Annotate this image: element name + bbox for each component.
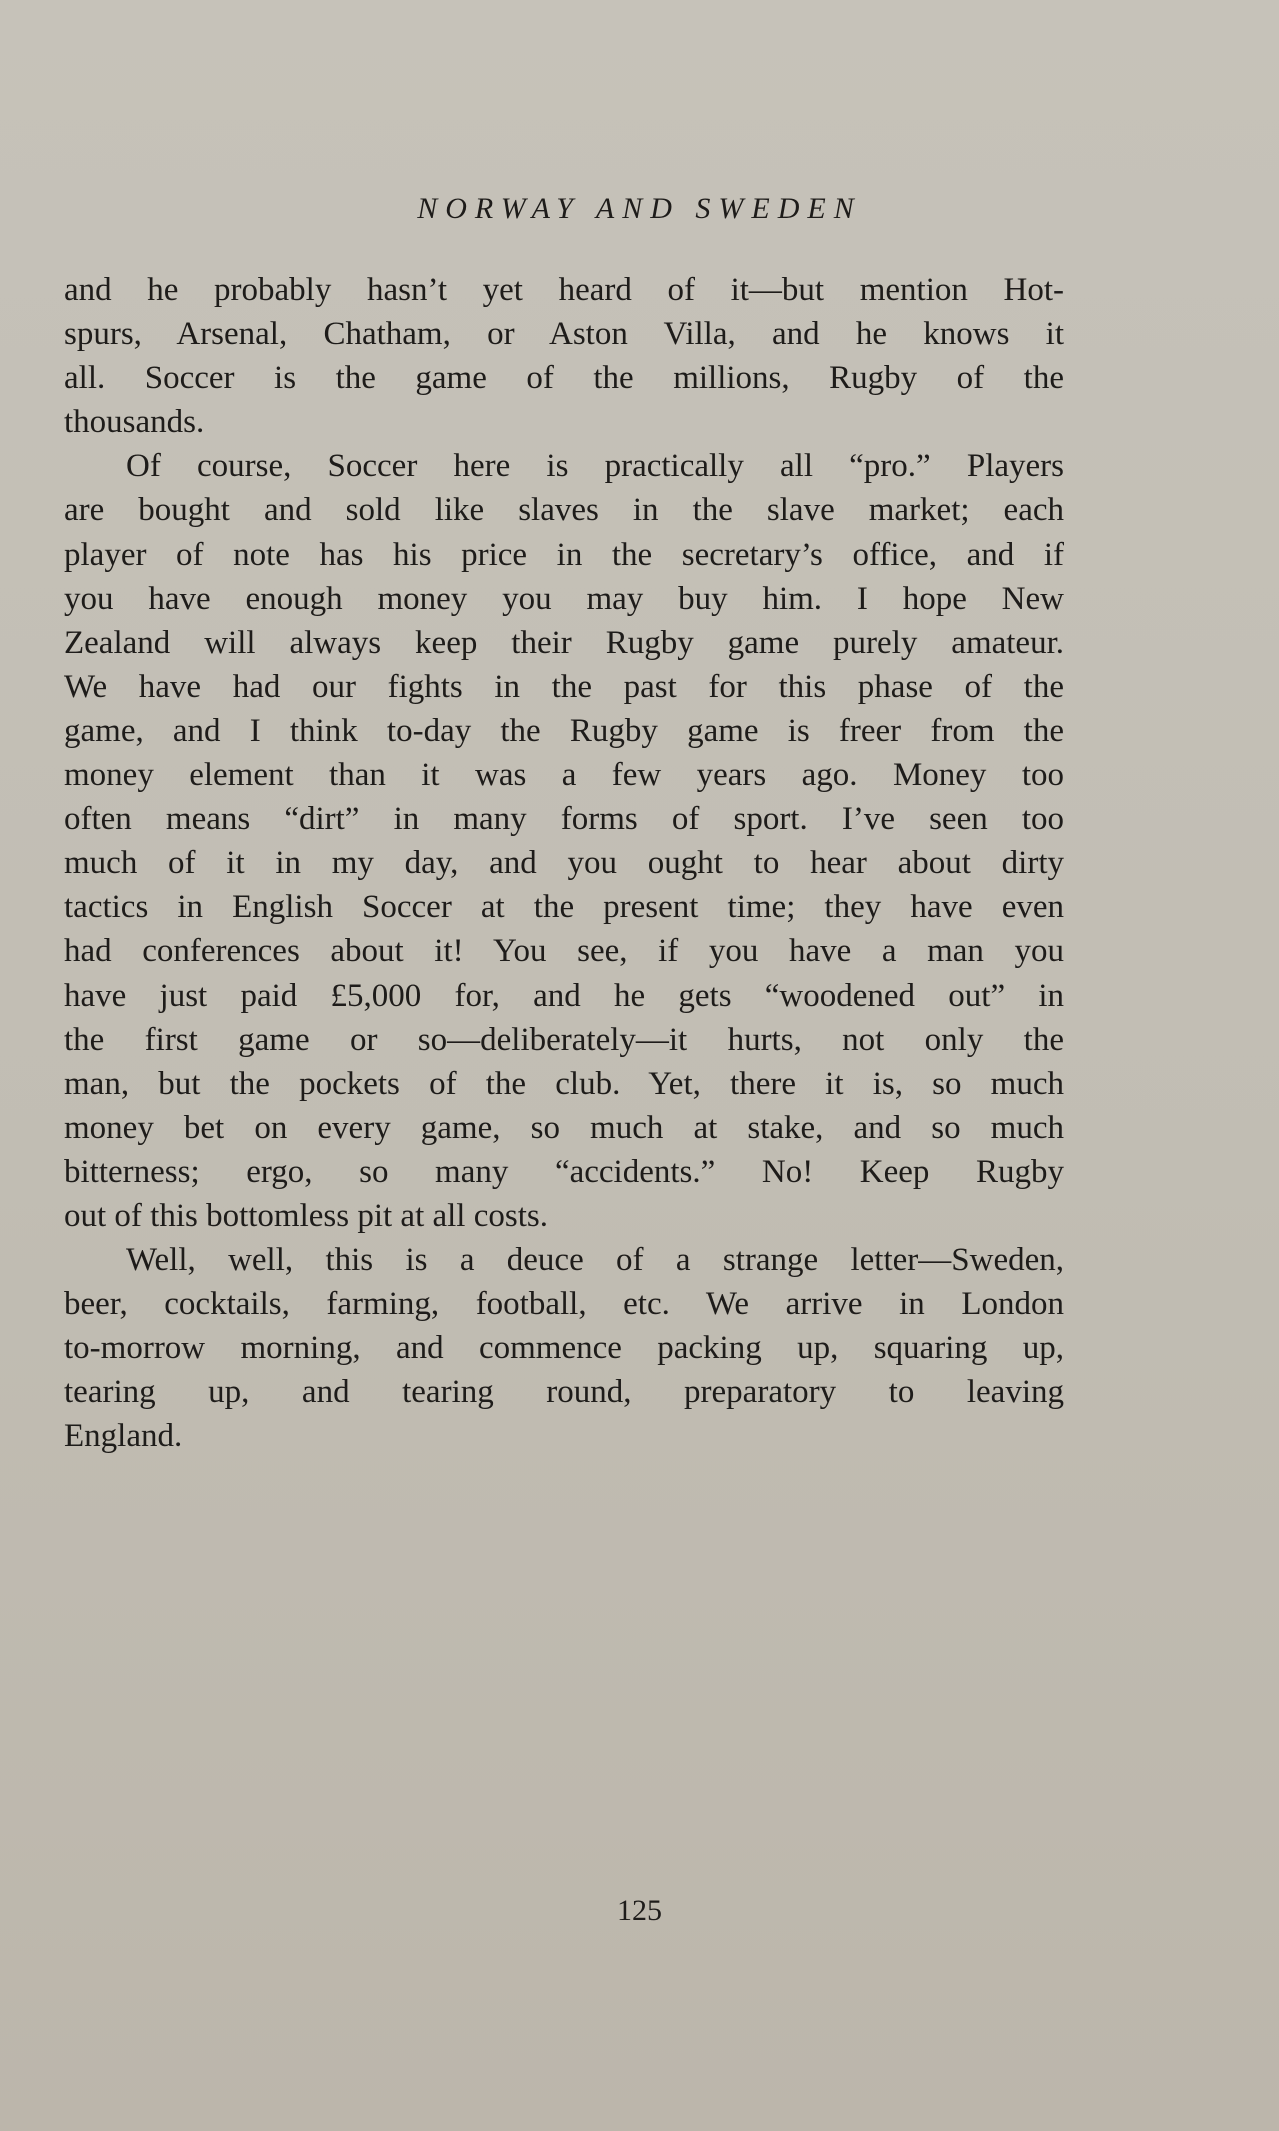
text-line: all. Soccer is the game of the millions, Rugby of the (64, 360, 1064, 397)
text-line: Well, well, this is a deuce of a strange letter—Sweden, (126, 1242, 1064, 1279)
text-line: to-morrow morning, and commence packing up, squaring up, (64, 1330, 1064, 1367)
text-line: much of it in my day, and you ought to hear about dirty (64, 845, 1064, 882)
text-line: tearing up, and tearing round, preparatory to leaving (64, 1374, 1064, 1411)
text-line: money bet on every game, so much at stake, and so much (64, 1109, 1064, 1146)
text-line: England. (64, 1418, 183, 1455)
text-line: money element than it was a few years ago. Money too (64, 757, 1064, 794)
text-line: We have had our fights in the past for this phase of the (64, 668, 1064, 705)
text-line: out of this bottomless pit at all costs. (64, 1197, 548, 1234)
text-line: had conferences about it! You see, if you have a man you (64, 933, 1064, 970)
text-line: man, but the pockets of the club. Yet, there it is, so much (64, 1065, 1064, 1102)
text-line: Of course, Soccer here is practically all “pro.” Players (126, 448, 1064, 485)
text-line: are bought and sold like slaves in the slave market; each (64, 492, 1064, 529)
text-line: the first game or so—deliberately—it hurts, not only the (64, 1021, 1064, 1058)
text-line: you have enough money you may buy him. I hope New (64, 580, 1064, 617)
text-line: game, and I think to-day the Rugby game is freer from the (64, 712, 1064, 749)
text-line: tactics in English Soccer at the present time; they have even (64, 889, 1064, 926)
text-line: spurs, Arsenal, Chatham, or Aston Villa, and he knows it (64, 316, 1064, 353)
text-line: bitterness; ergo, so many “accidents.” No! Keep Rugby (64, 1153, 1064, 1190)
page-number: 125 (617, 1894, 662, 1927)
text-line: thousands. (64, 404, 205, 441)
text-line: beer, cocktails, farming, football, etc. We arrive in London (64, 1286, 1064, 1323)
text-line: often means “dirt” in many forms of sport. I’ve seen too (64, 801, 1064, 838)
text-line: have just paid £5,000 for, and he gets “woodened out” in (64, 977, 1064, 1014)
text-line: and he probably hasn’t yet heard of it—but mention Hot- (64, 272, 1064, 308)
text-line: Zealand will always keep their Rugby game purely amateur. (64, 624, 1064, 661)
body-text (64, 268, 1064, 1459)
running-head: NORWAY AND SWEDEN (417, 192, 862, 225)
text-line: player of note has his price in the secretary’s office, and if (64, 536, 1064, 573)
